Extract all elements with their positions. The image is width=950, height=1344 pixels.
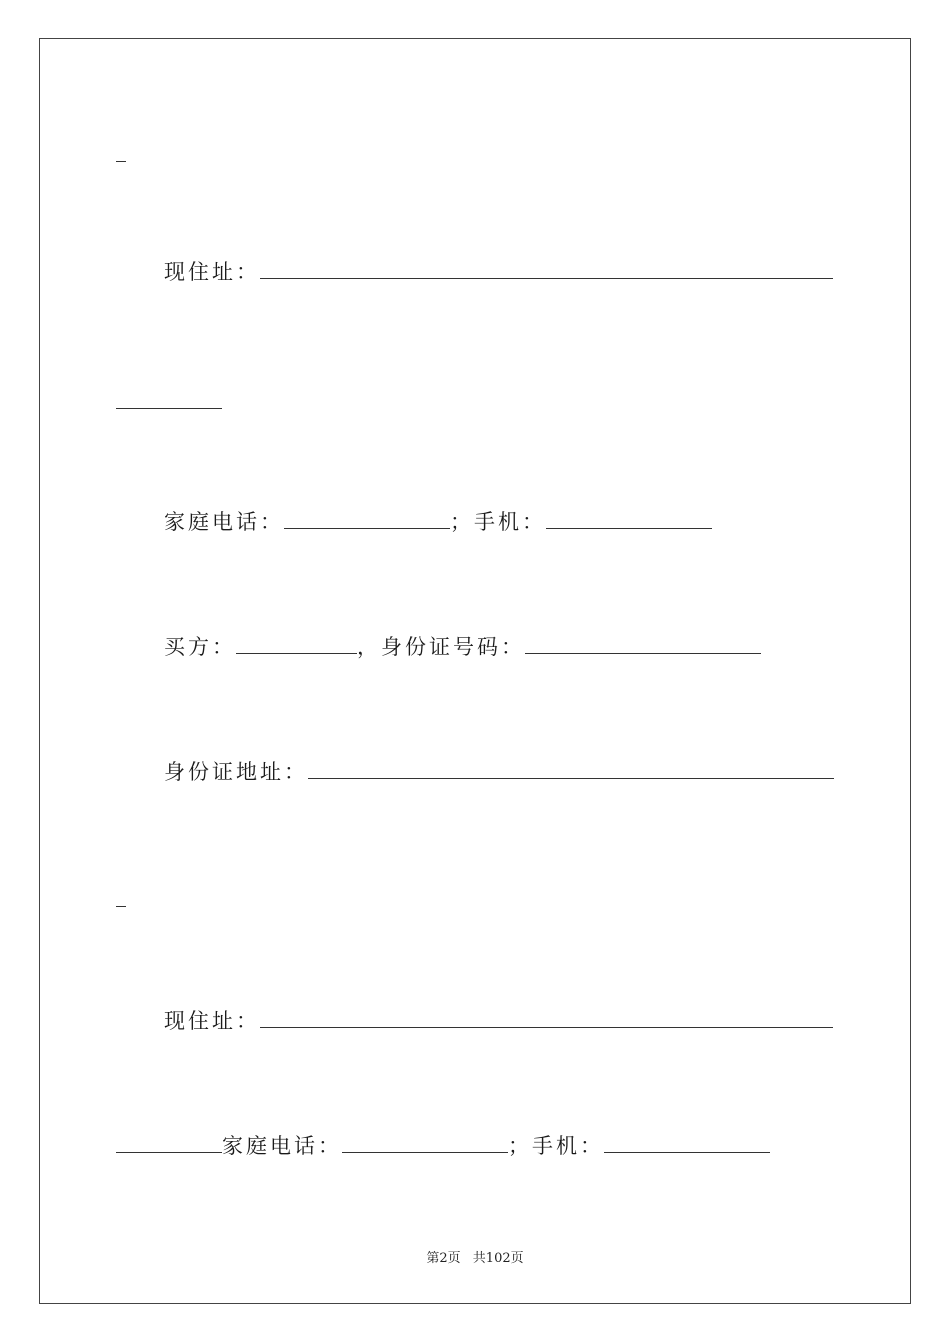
seller-phone-row	[164, 508, 712, 536]
buyer-phone-row	[116, 1132, 770, 1160]
buyer-id-address-label: 身份证地址：	[164, 760, 308, 784]
blank-line-fragment[interactable]	[116, 161, 126, 162]
buyer-mobile-label: ；手机：	[508, 1134, 604, 1158]
buyer-row	[164, 633, 761, 661]
seller-address-row	[164, 258, 833, 286]
buyer-address-row	[164, 1007, 833, 1035]
buyer-phone-label: 家庭电话：	[222, 1134, 342, 1158]
seller-mobile-label: ；手机：	[450, 510, 546, 534]
seller-mobile-field[interactable]	[546, 508, 712, 529]
page-total: 共102页	[472, 1251, 524, 1266]
buyer-address-continuation-field[interactable]	[116, 1132, 222, 1153]
buyer-mobile-field[interactable]	[604, 1132, 770, 1153]
seller-phone-label: 家庭电话：	[164, 510, 284, 534]
page-frame	[39, 38, 911, 1304]
buyer-id-address-row	[164, 758, 834, 786]
buyer-id-address-field[interactable]	[308, 758, 834, 779]
buyer-address-label: 现住址：	[164, 1009, 260, 1033]
buyer-label: 买方：	[164, 635, 236, 659]
buyer-address-field[interactable]	[260, 1007, 833, 1028]
seller-address-continuation-field[interactable]	[116, 408, 222, 409]
page-number: 第2页	[426, 1251, 461, 1266]
buyer-home-phone-field[interactable]	[342, 1132, 508, 1153]
buyer-id-number-label: ，身份证号码：	[357, 635, 525, 659]
seller-address-field[interactable]	[260, 258, 833, 279]
seller-home-phone-field[interactable]	[284, 508, 450, 529]
seller-address-label: 现住址：	[164, 260, 260, 284]
blank-line-fragment-2[interactable]	[116, 906, 126, 907]
buyer-name-field[interactable]	[236, 633, 357, 654]
page-footer	[0, 1247, 950, 1266]
buyer-id-number-field[interactable]	[525, 633, 761, 654]
